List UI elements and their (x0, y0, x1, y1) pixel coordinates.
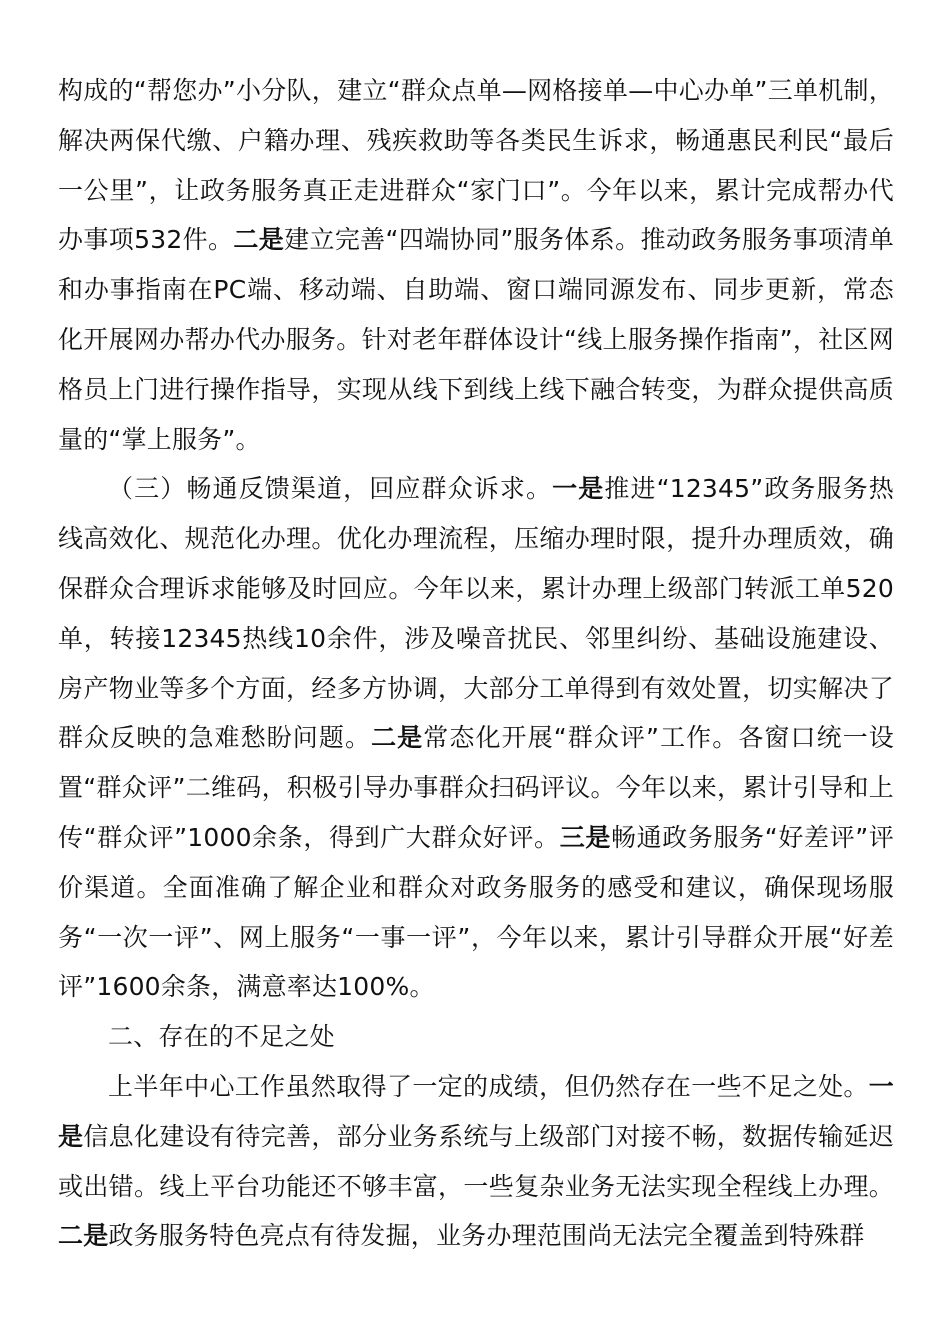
paragraph-service-continuation (58, 66, 894, 464)
text-segment: 畅通政务服务“好差评”评价渠道。全面准确了解企业和群众对政务服务的感受和建议，确保现场服务“一次一评”、网上服务“一事一评”，今年以来，累计引导群众开展“好差评”1600余条，满意率达100%。 (58, 822, 894, 1002)
paragraph-shortcomings (58, 1062, 894, 1261)
emphasis-marker: 二是 (233, 225, 285, 255)
text-segment: 推进“12345”政务服务热线高效化、规范化办理。优化办理流程，压缩办理时限，提升办理质效，确保群众合理诉求能够及时回应。今年以来，累计办理上级部门转派工单520单，转接12345热线10余件，涉及噪音扰民、邻里纠纷、基础设施建设、房产物业等多个方面，经多方协调，大部分工单得到有效处置，切实解决了群众反映的急难愁盼问题。 (58, 474, 895, 753)
document-body (58, 66, 894, 1261)
emphasis-marker: 一是 (552, 474, 605, 504)
text-segment: （三）畅通反馈渠道，回应群众诉求。 (108, 474, 553, 504)
text-segment: 上半年中心工作虽然取得了一定的成绩，但仍然存在一些不足之处。 (108, 1071, 869, 1101)
text-segment: 建立完善“四端协同”服务体系。推动政务服务事项清单和办事指南在PC端、移动端、自助端、窗口端同源发布、同步更新，常态化开展网办帮办代办服务。针对老年群体设计“线上服务操作指南”，社区网格员上门进行操作指导，实现从线下到线上线下融合转变，为群众提供高质量的“掌上服务”。 (58, 225, 895, 454)
text-segment: 信息化建设有待完善，部分业务系统与上级部门对接不畅，数据传输延迟或出错。线上平台功能还不够丰富，一些复杂业务无法实现全程线上办理。 (58, 1121, 894, 1201)
emphasis-marker: 二是 (58, 1221, 109, 1251)
emphasis-marker: 一是 (58, 1071, 894, 1151)
emphasis-marker: 三是 (559, 822, 611, 852)
emphasis-marker: 二是 (371, 723, 424, 753)
paragraph-feedback-channels (58, 464, 894, 1012)
text-segment: 政务服务特色亮点有待发掘，业务办理范围尚无法完全覆盖到特殊群 (108, 1221, 865, 1251)
text-segment: 构成的“帮您办”小分队，建立“群众点单—网格接单—中心办单”三单机制，解决两保代缴、户籍办理、残疾救助等各类民生诉求，畅通惠民利民“最后一公里”，让政务服务真正走进群众“家门口”。今年以来，累计完成帮办代办事项532件。 (58, 76, 894, 255)
text-segment: 常态化开展“群众评”工作。各窗口统一设置“群众评”二维码，积极引导办事群众扫码评议。今年以来，累计引导和上传“群众评”1000余条，得到广大群众好评。 (58, 723, 894, 852)
section-heading-shortcomings (58, 1012, 894, 1062)
section-heading-text: 二、存在的不足之处 (108, 1022, 335, 1052)
